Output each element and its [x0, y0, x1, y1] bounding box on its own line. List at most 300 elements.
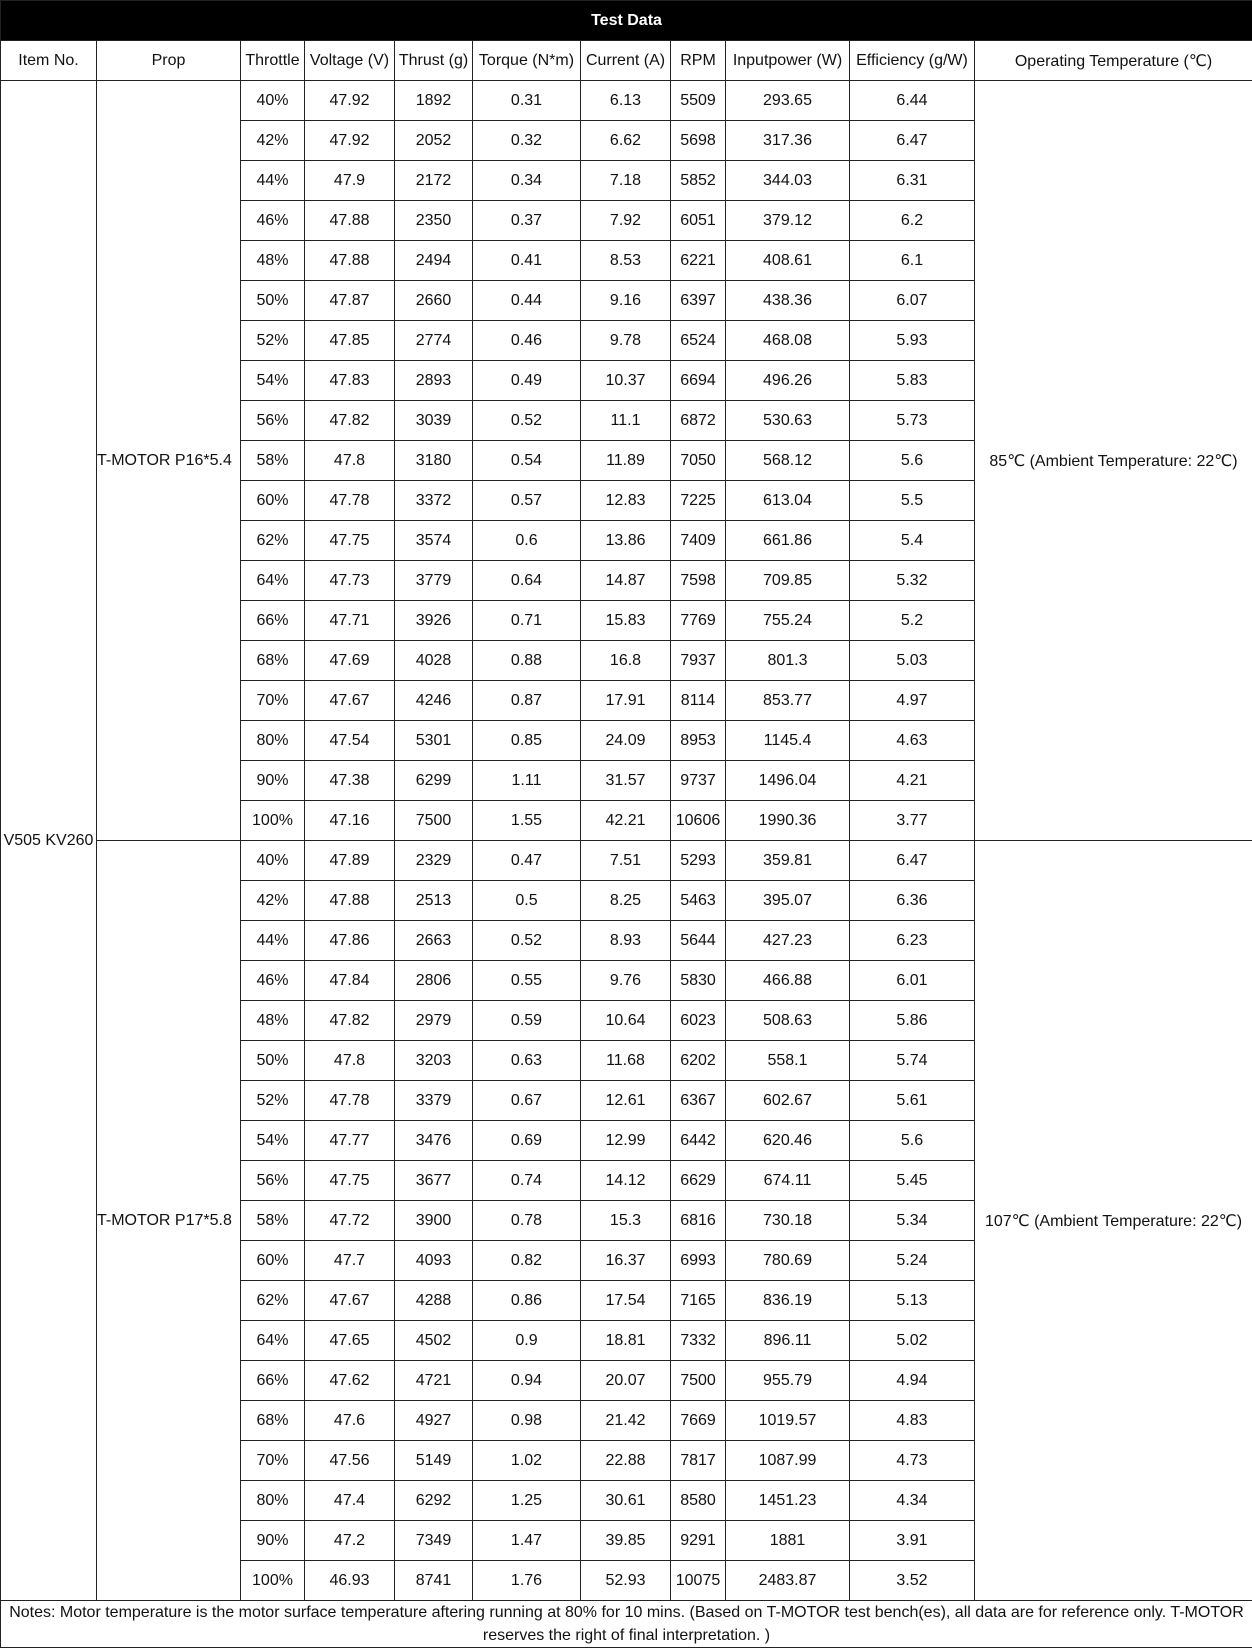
torque-cell: 0.86	[473, 1281, 581, 1321]
current-cell: 13.86	[581, 521, 671, 561]
rpm-cell: 7769	[671, 601, 726, 641]
header-efficiency: Efficiency (g/W)	[850, 41, 975, 81]
inputpower-cell: 508.63	[726, 1001, 850, 1041]
throttle-cell: 42%	[241, 121, 305, 161]
voltage-cell: 47.8	[305, 1041, 395, 1081]
torque-cell: 1.55	[473, 801, 581, 841]
current-cell: 10.64	[581, 1001, 671, 1041]
torque-cell: 0.52	[473, 921, 581, 961]
efficiency-cell: 6.01	[850, 961, 975, 1001]
torque-cell: 0.67	[473, 1081, 581, 1121]
voltage-cell: 47.65	[305, 1321, 395, 1361]
efficiency-cell: 6.2	[850, 201, 975, 241]
thrust-cell: 2979	[395, 1001, 473, 1041]
header-thrust: Thrust (g)	[395, 41, 473, 81]
inputpower-cell: 379.12	[726, 201, 850, 241]
current-cell: 9.78	[581, 321, 671, 361]
current-cell: 7.18	[581, 161, 671, 201]
thrust-cell: 4927	[395, 1401, 473, 1441]
throttle-cell: 70%	[241, 681, 305, 721]
efficiency-cell: 6.36	[850, 881, 975, 921]
header-row	[1, 41, 1252, 81]
efficiency-cell: 5.6	[850, 441, 975, 481]
torque-cell: 0.5	[473, 881, 581, 921]
current-cell: 12.61	[581, 1081, 671, 1121]
inputpower-cell: 1019.57	[726, 1401, 850, 1441]
header-throttle: Throttle	[241, 41, 305, 81]
rpm-cell: 6221	[671, 241, 726, 281]
inputpower-cell: 955.79	[726, 1361, 850, 1401]
current-cell: 7.92	[581, 201, 671, 241]
table-row	[1, 81, 1252, 121]
voltage-cell: 47.82	[305, 401, 395, 441]
voltage-cell: 47.84	[305, 961, 395, 1001]
voltage-cell: 47.86	[305, 921, 395, 961]
thrust-cell: 3926	[395, 601, 473, 641]
throttle-cell: 90%	[241, 761, 305, 801]
efficiency-cell: 5.61	[850, 1081, 975, 1121]
torque-cell: 0.31	[473, 81, 581, 121]
inputpower-cell: 755.24	[726, 601, 850, 641]
torque-cell: 0.37	[473, 201, 581, 241]
inputpower-cell: 466.88	[726, 961, 850, 1001]
rpm-cell: 6629	[671, 1161, 726, 1201]
current-cell: 7.51	[581, 841, 671, 881]
thrust-cell: 2513	[395, 881, 473, 921]
rpm-cell: 7050	[671, 441, 726, 481]
inputpower-cell: 1496.04	[726, 761, 850, 801]
voltage-cell: 47.8	[305, 441, 395, 481]
efficiency-cell: 5.02	[850, 1321, 975, 1361]
inputpower-cell: 438.36	[726, 281, 850, 321]
efficiency-cell: 5.74	[850, 1041, 975, 1081]
header-rpm: RPM	[671, 41, 726, 81]
voltage-cell: 47.75	[305, 521, 395, 561]
voltage-cell: 47.92	[305, 121, 395, 161]
voltage-cell: 47.67	[305, 681, 395, 721]
inputpower-cell: 801.3	[726, 641, 850, 681]
throttle-cell: 64%	[241, 1321, 305, 1361]
efficiency-cell: 5.4	[850, 521, 975, 561]
thrust-cell: 2172	[395, 161, 473, 201]
torque-cell: 0.55	[473, 961, 581, 1001]
inputpower-cell: 395.07	[726, 881, 850, 921]
thrust-cell: 4093	[395, 1241, 473, 1281]
throttle-cell: 100%	[241, 801, 305, 841]
rpm-cell: 7937	[671, 641, 726, 681]
torque-cell: 1.11	[473, 761, 581, 801]
prop-cell: T-MOTOR P17*5.8	[97, 841, 241, 1601]
current-cell: 11.1	[581, 401, 671, 441]
rpm-cell: 6993	[671, 1241, 726, 1281]
rpm-cell: 10075	[671, 1561, 726, 1601]
voltage-cell: 47.89	[305, 841, 395, 881]
torque-cell: 0.74	[473, 1161, 581, 1201]
torque-cell: 0.6	[473, 521, 581, 561]
thrust-cell: 7500	[395, 801, 473, 841]
rpm-cell: 5509	[671, 81, 726, 121]
efficiency-cell: 5.45	[850, 1161, 975, 1201]
torque-cell: 0.94	[473, 1361, 581, 1401]
torque-cell: 0.71	[473, 601, 581, 641]
rpm-cell: 6202	[671, 1041, 726, 1081]
voltage-cell: 47.7	[305, 1241, 395, 1281]
efficiency-cell: 6.23	[850, 921, 975, 961]
efficiency-cell: 5.2	[850, 601, 975, 641]
current-cell: 10.37	[581, 361, 671, 401]
throttle-cell: 56%	[241, 1161, 305, 1201]
current-cell: 8.93	[581, 921, 671, 961]
inputpower-cell: 1087.99	[726, 1441, 850, 1481]
voltage-cell: 47.75	[305, 1161, 395, 1201]
item-no-cell: V505 KV260	[1, 81, 97, 1601]
throttle-cell: 48%	[241, 241, 305, 281]
thrust-cell: 2806	[395, 961, 473, 1001]
thrust-cell: 6292	[395, 1481, 473, 1521]
torque-cell: 0.98	[473, 1401, 581, 1441]
voltage-cell: 47.77	[305, 1121, 395, 1161]
thrust-cell: 3379	[395, 1081, 473, 1121]
throttle-cell: 58%	[241, 1201, 305, 1241]
thrust-cell: 7349	[395, 1521, 473, 1561]
rpm-cell: 6524	[671, 321, 726, 361]
torque-cell: 0.63	[473, 1041, 581, 1081]
inputpower-cell: 730.18	[726, 1201, 850, 1241]
inputpower-cell: 530.63	[726, 401, 850, 441]
inputpower-cell: 1990.36	[726, 801, 850, 841]
thrust-cell: 3372	[395, 481, 473, 521]
torque-cell: 0.59	[473, 1001, 581, 1041]
torque-cell: 0.78	[473, 1201, 581, 1241]
efficiency-cell: 5.73	[850, 401, 975, 441]
inputpower-cell: 1881	[726, 1521, 850, 1561]
inputpower-cell: 661.86	[726, 521, 850, 561]
voltage-cell: 46.93	[305, 1561, 395, 1601]
current-cell: 9.76	[581, 961, 671, 1001]
rpm-cell: 6442	[671, 1121, 726, 1161]
efficiency-cell: 3.52	[850, 1561, 975, 1601]
thrust-cell: 2494	[395, 241, 473, 281]
thrust-cell: 2660	[395, 281, 473, 321]
rpm-cell: 7817	[671, 1441, 726, 1481]
thrust-cell: 3476	[395, 1121, 473, 1161]
rpm-cell: 7225	[671, 481, 726, 521]
current-cell: 15.83	[581, 601, 671, 641]
current-cell: 39.85	[581, 1521, 671, 1561]
header-prop: Prop	[97, 41, 241, 81]
rpm-cell: 6816	[671, 1201, 726, 1241]
voltage-cell: 47.67	[305, 1281, 395, 1321]
efficiency-cell: 4.73	[850, 1441, 975, 1481]
throttle-cell: 66%	[241, 1361, 305, 1401]
thrust-cell: 4246	[395, 681, 473, 721]
efficiency-cell: 4.34	[850, 1481, 975, 1521]
voltage-cell: 47.38	[305, 761, 395, 801]
current-cell: 12.99	[581, 1121, 671, 1161]
torque-cell: 1.76	[473, 1561, 581, 1601]
throttle-cell: 62%	[241, 1281, 305, 1321]
torque-cell: 0.46	[473, 321, 581, 361]
inputpower-cell: 709.85	[726, 561, 850, 601]
rpm-cell: 5852	[671, 161, 726, 201]
rpm-cell: 9291	[671, 1521, 726, 1561]
efficiency-cell: 5.34	[850, 1201, 975, 1241]
throttle-cell: 80%	[241, 721, 305, 761]
throttle-cell: 64%	[241, 561, 305, 601]
inputpower-cell: 2483.87	[726, 1561, 850, 1601]
inputpower-cell: 408.61	[726, 241, 850, 281]
header-current: Current (A)	[581, 41, 671, 81]
inputpower-cell: 359.81	[726, 841, 850, 881]
current-cell: 15.3	[581, 1201, 671, 1241]
throttle-cell: 68%	[241, 1401, 305, 1441]
efficiency-cell: 5.03	[850, 641, 975, 681]
rpm-cell: 7332	[671, 1321, 726, 1361]
header-inputpower: Inputpower (W)	[726, 41, 850, 81]
temperature-cell: 107℃ (Ambient Temperature: 22℃)	[975, 841, 1252, 1601]
prop-cell: T-MOTOR P16*5.4	[97, 81, 241, 841]
thrust-cell: 4721	[395, 1361, 473, 1401]
current-cell: 17.91	[581, 681, 671, 721]
rpm-cell: 5698	[671, 121, 726, 161]
inputpower-cell: 427.23	[726, 921, 850, 961]
voltage-cell: 47.92	[305, 81, 395, 121]
current-cell: 30.61	[581, 1481, 671, 1521]
voltage-cell: 47.2	[305, 1521, 395, 1561]
inputpower-cell: 836.19	[726, 1281, 850, 1321]
thrust-cell: 5149	[395, 1441, 473, 1481]
thrust-cell: 3779	[395, 561, 473, 601]
current-cell: 8.53	[581, 241, 671, 281]
efficiency-cell: 6.47	[850, 121, 975, 161]
efficiency-cell: 5.5	[850, 481, 975, 521]
rpm-cell: 6397	[671, 281, 726, 321]
torque-cell: 0.49	[473, 361, 581, 401]
torque-cell: 0.82	[473, 1241, 581, 1281]
thrust-cell: 2893	[395, 361, 473, 401]
throttle-cell: 90%	[241, 1521, 305, 1561]
voltage-cell: 47.4	[305, 1481, 395, 1521]
throttle-cell: 42%	[241, 881, 305, 921]
voltage-cell: 47.69	[305, 641, 395, 681]
inputpower-cell: 568.12	[726, 441, 850, 481]
voltage-cell: 47.88	[305, 881, 395, 921]
current-cell: 6.62	[581, 121, 671, 161]
voltage-cell: 47.62	[305, 1361, 395, 1401]
throttle-cell: 70%	[241, 1441, 305, 1481]
current-cell: 6.13	[581, 81, 671, 121]
rpm-cell: 7598	[671, 561, 726, 601]
thrust-cell: 2774	[395, 321, 473, 361]
throttle-cell: 68%	[241, 641, 305, 681]
efficiency-cell: 3.91	[850, 1521, 975, 1561]
throttle-cell: 60%	[241, 1241, 305, 1281]
efficiency-cell: 6.1	[850, 241, 975, 281]
current-cell: 8.25	[581, 881, 671, 921]
inputpower-cell: 558.1	[726, 1041, 850, 1081]
thrust-cell: 6299	[395, 761, 473, 801]
throttle-cell: 56%	[241, 401, 305, 441]
current-cell: 21.42	[581, 1401, 671, 1441]
temperature-cell: 85℃ (Ambient Temperature: 22℃)	[975, 81, 1252, 841]
current-cell: 11.68	[581, 1041, 671, 1081]
throttle-cell: 52%	[241, 321, 305, 361]
voltage-cell: 47.88	[305, 241, 395, 281]
torque-cell: 0.47	[473, 841, 581, 881]
throttle-cell: 80%	[241, 1481, 305, 1521]
current-cell: 9.16	[581, 281, 671, 321]
efficiency-cell: 4.94	[850, 1361, 975, 1401]
table-title: Test Data	[1, 1, 1252, 41]
efficiency-cell: 5.32	[850, 561, 975, 601]
voltage-cell: 47.88	[305, 201, 395, 241]
efficiency-cell: 4.21	[850, 761, 975, 801]
current-cell: 14.12	[581, 1161, 671, 1201]
rpm-cell: 8580	[671, 1481, 726, 1521]
efficiency-cell: 5.93	[850, 321, 975, 361]
current-cell: 14.87	[581, 561, 671, 601]
thrust-cell: 5301	[395, 721, 473, 761]
inputpower-cell: 1145.4	[726, 721, 850, 761]
inputpower-cell: 496.26	[726, 361, 850, 401]
inputpower-cell: 468.08	[726, 321, 850, 361]
efficiency-cell: 5.83	[850, 361, 975, 401]
throttle-cell: 60%	[241, 481, 305, 521]
efficiency-cell: 4.83	[850, 1401, 975, 1441]
torque-cell: 0.69	[473, 1121, 581, 1161]
throttle-cell: 44%	[241, 161, 305, 201]
rpm-cell: 7409	[671, 521, 726, 561]
throttle-cell: 52%	[241, 1081, 305, 1121]
torque-cell: 0.57	[473, 481, 581, 521]
throttle-cell: 48%	[241, 1001, 305, 1041]
rpm-cell: 9737	[671, 761, 726, 801]
voltage-cell: 47.56	[305, 1441, 395, 1481]
current-cell: 24.09	[581, 721, 671, 761]
throttle-cell: 46%	[241, 961, 305, 1001]
voltage-cell: 47.6	[305, 1401, 395, 1441]
header-temperature: Operating Temperature (℃)	[975, 41, 1252, 81]
current-cell: 17.54	[581, 1281, 671, 1321]
current-cell: 16.8	[581, 641, 671, 681]
throttle-cell: 54%	[241, 361, 305, 401]
inputpower-cell: 344.03	[726, 161, 850, 201]
current-cell: 16.37	[581, 1241, 671, 1281]
rpm-cell: 6694	[671, 361, 726, 401]
thrust-cell: 3574	[395, 521, 473, 561]
header-voltage: Voltage (V)	[305, 41, 395, 81]
rpm-cell: 8114	[671, 681, 726, 721]
table-body	[1, 81, 1252, 1601]
voltage-cell: 47.16	[305, 801, 395, 841]
torque-cell: 0.41	[473, 241, 581, 281]
inputpower-cell: 853.77	[726, 681, 850, 721]
torque-cell: 0.87	[473, 681, 581, 721]
inputpower-cell: 293.65	[726, 81, 850, 121]
current-cell: 18.81	[581, 1321, 671, 1361]
header-torque: Torque (N*m)	[473, 41, 581, 81]
thrust-cell: 4288	[395, 1281, 473, 1321]
current-cell: 42.21	[581, 801, 671, 841]
rpm-cell: 6367	[671, 1081, 726, 1121]
voltage-cell: 47.54	[305, 721, 395, 761]
inputpower-cell: 896.11	[726, 1321, 850, 1361]
thrust-cell: 4028	[395, 641, 473, 681]
rpm-cell: 5644	[671, 921, 726, 961]
throttle-cell: 66%	[241, 601, 305, 641]
throttle-cell: 40%	[241, 841, 305, 881]
thrust-cell: 2329	[395, 841, 473, 881]
torque-cell: 0.32	[473, 121, 581, 161]
rpm-cell: 8953	[671, 721, 726, 761]
throttle-cell: 46%	[241, 201, 305, 241]
thrust-cell: 8741	[395, 1561, 473, 1601]
efficiency-cell: 6.47	[850, 841, 975, 881]
inputpower-cell: 602.67	[726, 1081, 850, 1121]
rpm-cell: 10606	[671, 801, 726, 841]
current-cell: 22.88	[581, 1441, 671, 1481]
torque-cell: 0.52	[473, 401, 581, 441]
torque-cell: 0.34	[473, 161, 581, 201]
thrust-cell: 3039	[395, 401, 473, 441]
efficiency-cell: 5.24	[850, 1241, 975, 1281]
throttle-cell: 40%	[241, 81, 305, 121]
efficiency-cell: 6.31	[850, 161, 975, 201]
torque-cell: 0.9	[473, 1321, 581, 1361]
thrust-cell: 3677	[395, 1161, 473, 1201]
inputpower-cell: 674.11	[726, 1161, 850, 1201]
voltage-cell: 47.85	[305, 321, 395, 361]
rpm-cell: 6872	[671, 401, 726, 441]
efficiency-cell: 6.44	[850, 81, 975, 121]
header-item-no: Item No.	[1, 41, 97, 81]
inputpower-cell: 317.36	[726, 121, 850, 161]
thrust-cell: 2052	[395, 121, 473, 161]
efficiency-cell: 5.6	[850, 1121, 975, 1161]
thrust-cell: 2663	[395, 921, 473, 961]
torque-cell: 0.44	[473, 281, 581, 321]
current-cell: 12.83	[581, 481, 671, 521]
torque-cell: 0.88	[473, 641, 581, 681]
torque-cell: 1.02	[473, 1441, 581, 1481]
torque-cell: 0.64	[473, 561, 581, 601]
inputpower-cell: 620.46	[726, 1121, 850, 1161]
throttle-cell: 58%	[241, 441, 305, 481]
throttle-cell: 50%	[241, 1041, 305, 1081]
torque-cell: 0.85	[473, 721, 581, 761]
voltage-cell: 47.87	[305, 281, 395, 321]
torque-cell: 1.25	[473, 1481, 581, 1521]
inputpower-cell: 1451.23	[726, 1481, 850, 1521]
efficiency-cell: 5.86	[850, 1001, 975, 1041]
rpm-cell: 7165	[671, 1281, 726, 1321]
torque-cell: 1.47	[473, 1521, 581, 1561]
current-cell: 11.89	[581, 441, 671, 481]
thrust-cell: 3203	[395, 1041, 473, 1081]
thrust-cell: 3900	[395, 1201, 473, 1241]
rpm-cell: 7500	[671, 1361, 726, 1401]
thrust-cell: 1892	[395, 81, 473, 121]
rpm-cell: 5463	[671, 881, 726, 921]
current-cell: 52.93	[581, 1561, 671, 1601]
efficiency-cell: 6.07	[850, 281, 975, 321]
current-cell: 31.57	[581, 761, 671, 801]
efficiency-cell: 4.97	[850, 681, 975, 721]
rpm-cell: 6051	[671, 201, 726, 241]
voltage-cell: 47.83	[305, 361, 395, 401]
inputpower-cell: 780.69	[726, 1241, 850, 1281]
current-cell: 20.07	[581, 1361, 671, 1401]
